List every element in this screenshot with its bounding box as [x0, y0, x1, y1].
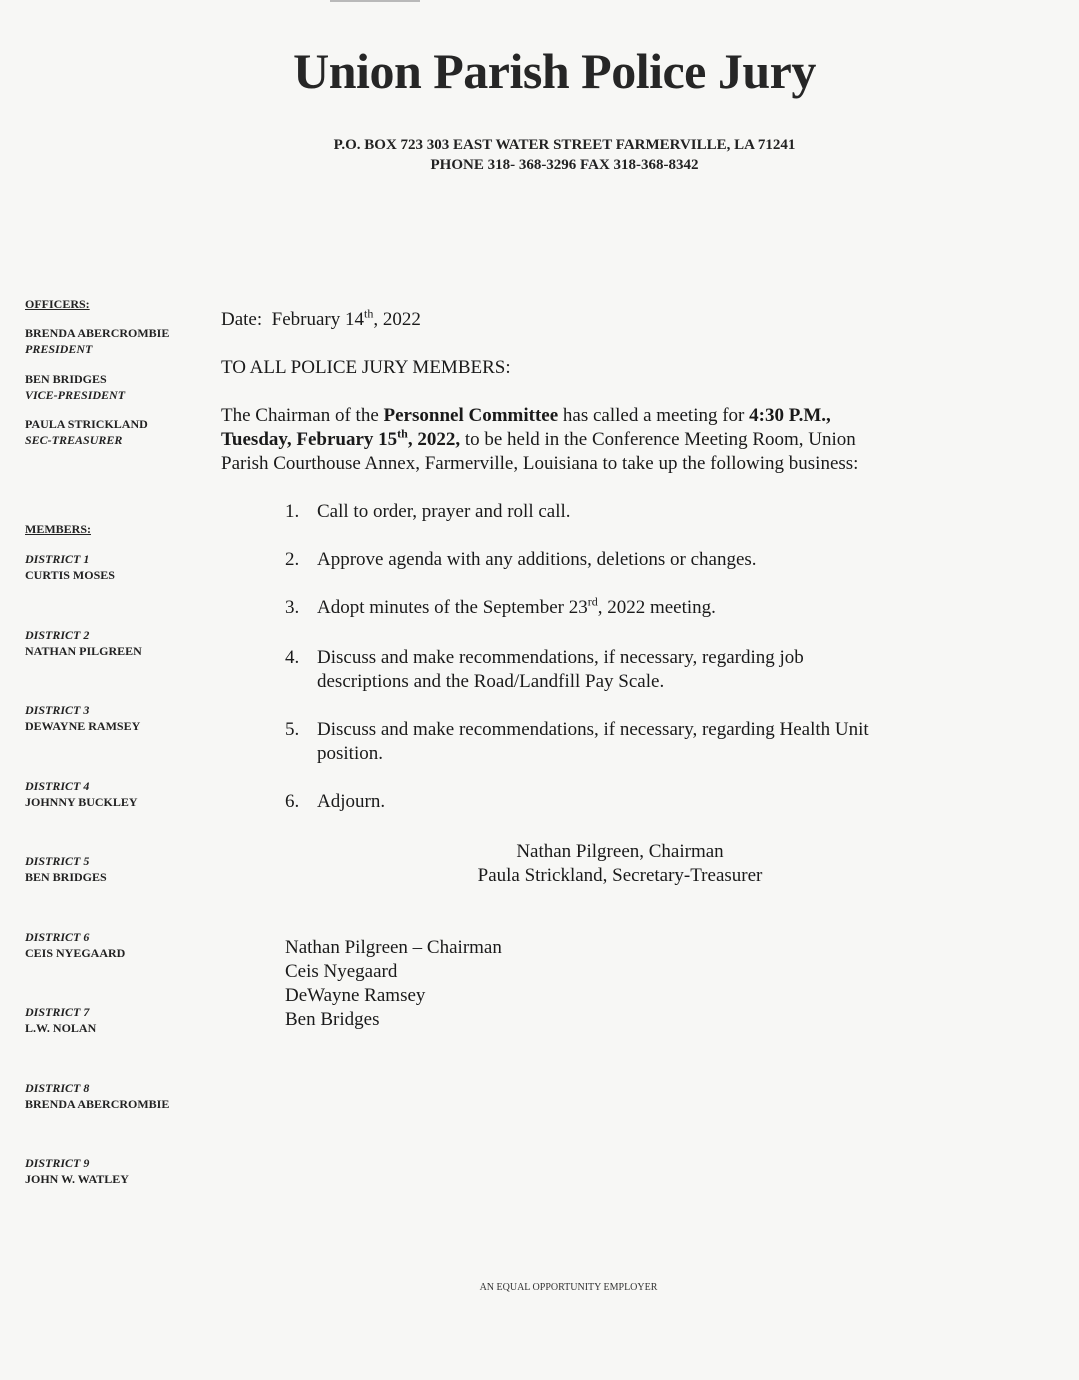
member-entry: DISTRICT 6 CEIS NYEGAARD	[25, 930, 126, 960]
letterhead-phone: PHONE 318- 368-3296 FAX 318-368-8342	[430, 157, 699, 173]
member-entry: DISTRICT 8 BRENDA ABERCROMBIE	[25, 1081, 170, 1111]
signature-chairman: Nathan Pilgreen, Chairman	[516, 841, 724, 862]
member-entry: DISTRICT 4 JOHNNY BUCKLEY	[25, 779, 138, 809]
officer-entry: BEN BRIDGES VICE-PRESIDENT	[25, 372, 126, 402]
officer-entry: BRENDA ABERCROMBIE PRESIDENT	[25, 326, 170, 356]
member-entry: DISTRICT 7 L.W. NOLAN	[25, 1005, 97, 1035]
agenda-item: 5. Discuss and make recommendations, if necessary, regarding Health Unit position.	[285, 719, 869, 764]
member-entry: DISTRICT 1 CURTIS MOSES	[25, 552, 115, 582]
letterhead-title: Union Parish Police Jury	[293, 43, 816, 99]
footer-text: AN EQUAL OPPORTUNITY EMPLOYER	[479, 1282, 658, 1293]
agenda-item: 3. Adopt minutes of the September 23rd, 2022 meeting.	[285, 594, 716, 618]
letterhead-address: P.O. BOX 723 303 EAST WATER STREET FARMERVILLE, LA 71241	[333, 137, 796, 153]
member-entry: DISTRICT 5 BEN BRIDGES	[25, 854, 107, 884]
committee-member: DeWayne Ramsey	[285, 985, 426, 1006]
letter-salutation: TO ALL POLICE JURY MEMBERS:	[221, 357, 511, 378]
members-heading: MEMBERS:	[25, 522, 91, 536]
member-entry: DISTRICT 3 DEWAYNE RAMSEY	[25, 703, 141, 733]
committee-member: Nathan Pilgreen – Chairman	[285, 937, 502, 958]
member-entry: DISTRICT 9 JOHN W. WATLEY	[25, 1156, 129, 1186]
committee-member: Ben Bridges	[285, 1009, 380, 1030]
committee-member: Ceis Nyegaard	[285, 961, 398, 982]
officer-entry: PAULA STRICKLAND SEC-TREASURER	[25, 417, 148, 447]
agenda-item: 1. Call to order, prayer and roll call.	[285, 501, 571, 522]
top-rule	[330, 0, 420, 2]
member-entry: DISTRICT 2 NATHAN PILGREEN	[25, 628, 142, 658]
agenda-item: 2. Approve agenda with any additions, deletions or changes.	[285, 549, 757, 570]
committee-members-list	[285, 936, 502, 1032]
signature-secretary: Paula Strickland, Secretary-Treasurer	[477, 865, 763, 886]
officers-heading: OFFICERS:	[25, 297, 90, 311]
agenda-item: 4. Discuss and make recommendations, if necessary, regarding job descriptions and the Road/Landfill Pay Scale.	[285, 647, 804, 692]
agenda-item: 6. Adjourn.	[285, 791, 386, 812]
letter-paragraph: The Chairman of the Personnel Committee has called a meeting for 4:30 P.M., Tuesday, February 15th, 2022, to be held in the Conference Meeting Room, Union Parish Courthouse Annex, Farmerville, Louisiana to take up the following business:	[221, 405, 859, 474]
letter-date: Date: February 14th, 2022	[221, 306, 421, 330]
